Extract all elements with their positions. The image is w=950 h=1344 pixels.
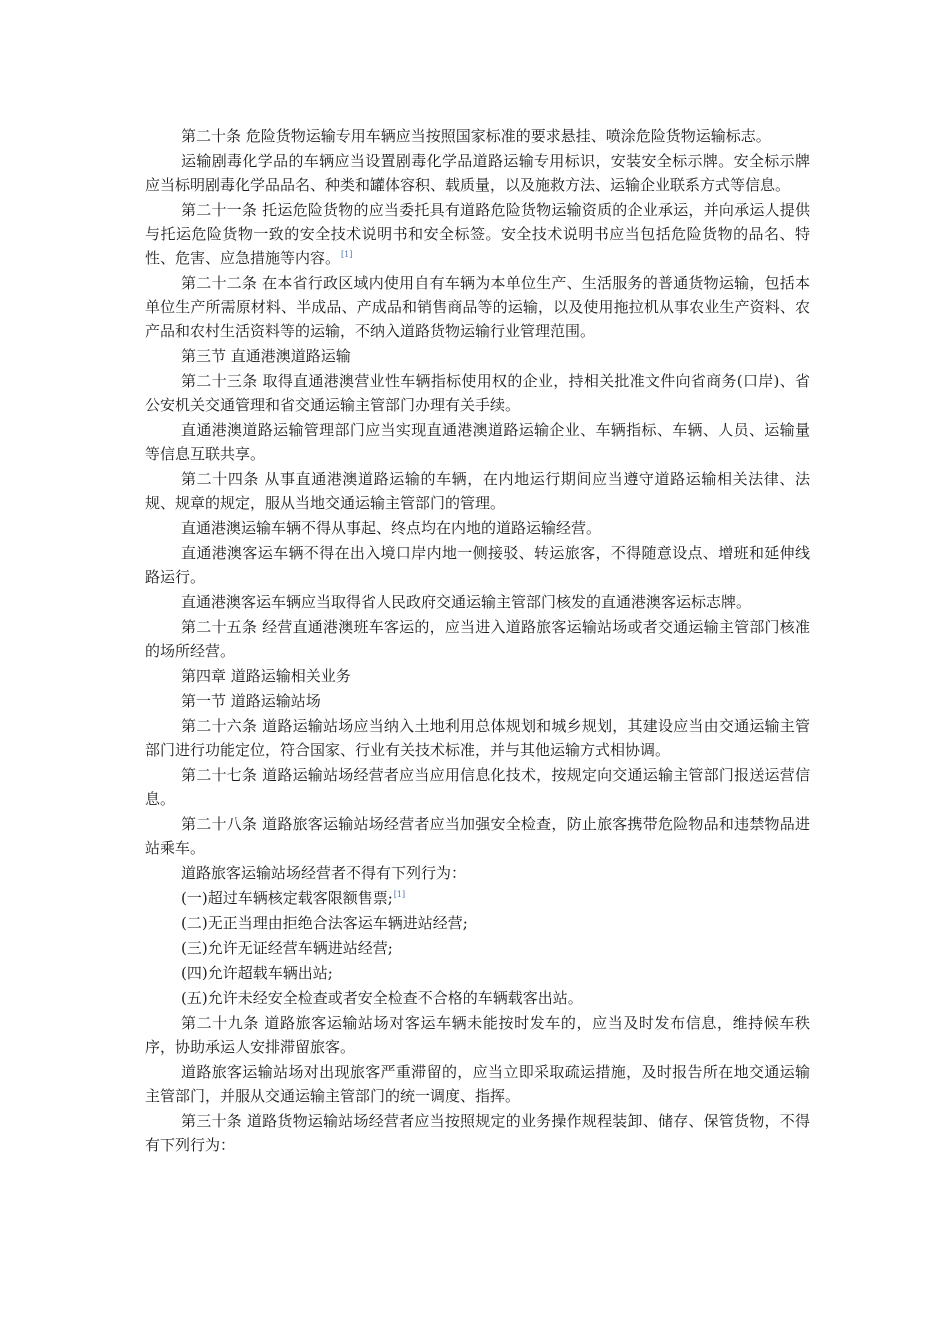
paragraph: 直通港澳客运车辆应当取得省人民政府交通运输主管部门核发的直通港澳客运标志牌。 [181, 593, 752, 611]
paragraph: 第二十七条 道路运输站场经营者应当应用信息化技术，按规定向交通运输主管部门报送运营信息。 [145, 766, 810, 808]
list-item: (五)允许未经安全检查或者安全检查不合格的车辆载客出站。 [181, 989, 583, 1007]
section-heading: 第三节 直通港澳道路运输 [181, 347, 351, 365]
list-item: (二)无正当理由拒绝合法客运车辆进站经营; [181, 914, 468, 932]
paragraph: 直通港澳运输车辆不得从事起、终点均在内地的道路运输经营。 [181, 519, 602, 537]
section-heading: 第一节 道路运输站场 [181, 692, 321, 710]
paragraph: 第二十二条 在本省行政区域内使用自有车辆为本单位生产、生活服务的普通货物运输，包括本单位生产所需原材料、半成品、产成品和销售商品等的运输，以及使用拖拉机从事农业生产资料、农产品和农村生活资料等的运输，不纳入道路货物运输行业管理范围。 [145, 274, 810, 340]
paragraph: 运输剧毒化学品的车辆应当设置剧毒化学品道路运输专用标识，安装安全标示牌。安全标示牌应当标明剧毒化学品品名、种类和罐体容积、载质量，以及施救方法、运输企业联系方式等信息。 [145, 152, 810, 194]
paragraph: 道路旅客运输站场对出现旅客严重滞留的，应当立即采取疏运措施，及时报告所在地交通运输主管部门，并服从交通运输主管部门的统一调度、指挥。 [145, 1063, 810, 1105]
paragraph: 第二十一条 托运危险货物的应当委托具有道路危险货物运输资质的企业承运，并向承运人提供与托运危险货物一致的安全技术说明书和安全标签。安全技术说明书应当包括危险货物的品名、特性、危害、应急措施等内容。[1] [145, 201, 810, 267]
paragraph: 第二十五条 经营直通港澳班车客运的，应当进入道路旅客运输站场或者交通运输主管部门核准的场所经营。 [145, 618, 810, 660]
document-body [145, 124, 810, 1158]
list-item: (四)允许超载车辆出站; [181, 964, 333, 982]
paragraph: 第二十条 危险货物运输专用车辆应当按照国家标准的要求悬挂、喷涂危险货物运输标志。 [181, 127, 771, 145]
paragraph: 第二十四条 从事直通港澳道路运输的车辆，在内地运行期间应当遵守道路运输相关法律、法规、规章的规定，服从当地交通运输主管部门的管理。 [145, 470, 810, 512]
footnote-link[interactable]: [1] [341, 250, 353, 259]
paragraph: 第二十九条 道路旅客运输站场对客运车辆未能按时发车的，应当及时发布信息，维持候车秩序，协助承运人安排滞留旅客。 [145, 1014, 810, 1056]
paragraph: 直通港澳道路运输管理部门应当实现直通港澳道路运输企业、车辆指标、车辆、人员、运输量等信息互联共享。 [145, 421, 810, 463]
paragraph: 直通港澳客运车辆不得在出入境口岸内地一侧接驳、转运旅客，不得随意设点、增班和延伸线路运行。 [145, 544, 810, 586]
list-item: (三)允许无证经营车辆进站经营; [181, 939, 393, 957]
paragraph: 道路旅客运输站场经营者不得有下列行为： [181, 864, 467, 882]
paragraph: 第三十条 道路货物运输站场经营者应当按照规定的业务操作规程装卸、储存、保管货物，不得有下列行为： [145, 1112, 810, 1154]
chapter-heading: 第四章 道路运输相关业务 [181, 667, 351, 685]
footnote-link[interactable]: [1] [393, 890, 406, 899]
paragraph: 第二十八条 道路旅客运输站场经营者应当加强安全检查，防止旅客携带危险物品和违禁物品进站乘车。 [145, 815, 810, 857]
paragraph: 第二十三条 取得直通港澳营业性车辆指标使用权的企业，持相关批准文件向省商务(口岸)、省公安机关交通管理和省交通运输主管部门办理有关手续。 [145, 372, 810, 414]
list-item: (一)超过车辆核定载客限额售票;[1] [181, 889, 406, 907]
paragraph: 第二十六条 道路运输站场应当纳入土地利用总体规划和城乡规划，其建设应当由交通运输主管部门进行功能定位，符合国家、行业有关技术标准，并与其他运输方式相协调。 [145, 717, 810, 759]
